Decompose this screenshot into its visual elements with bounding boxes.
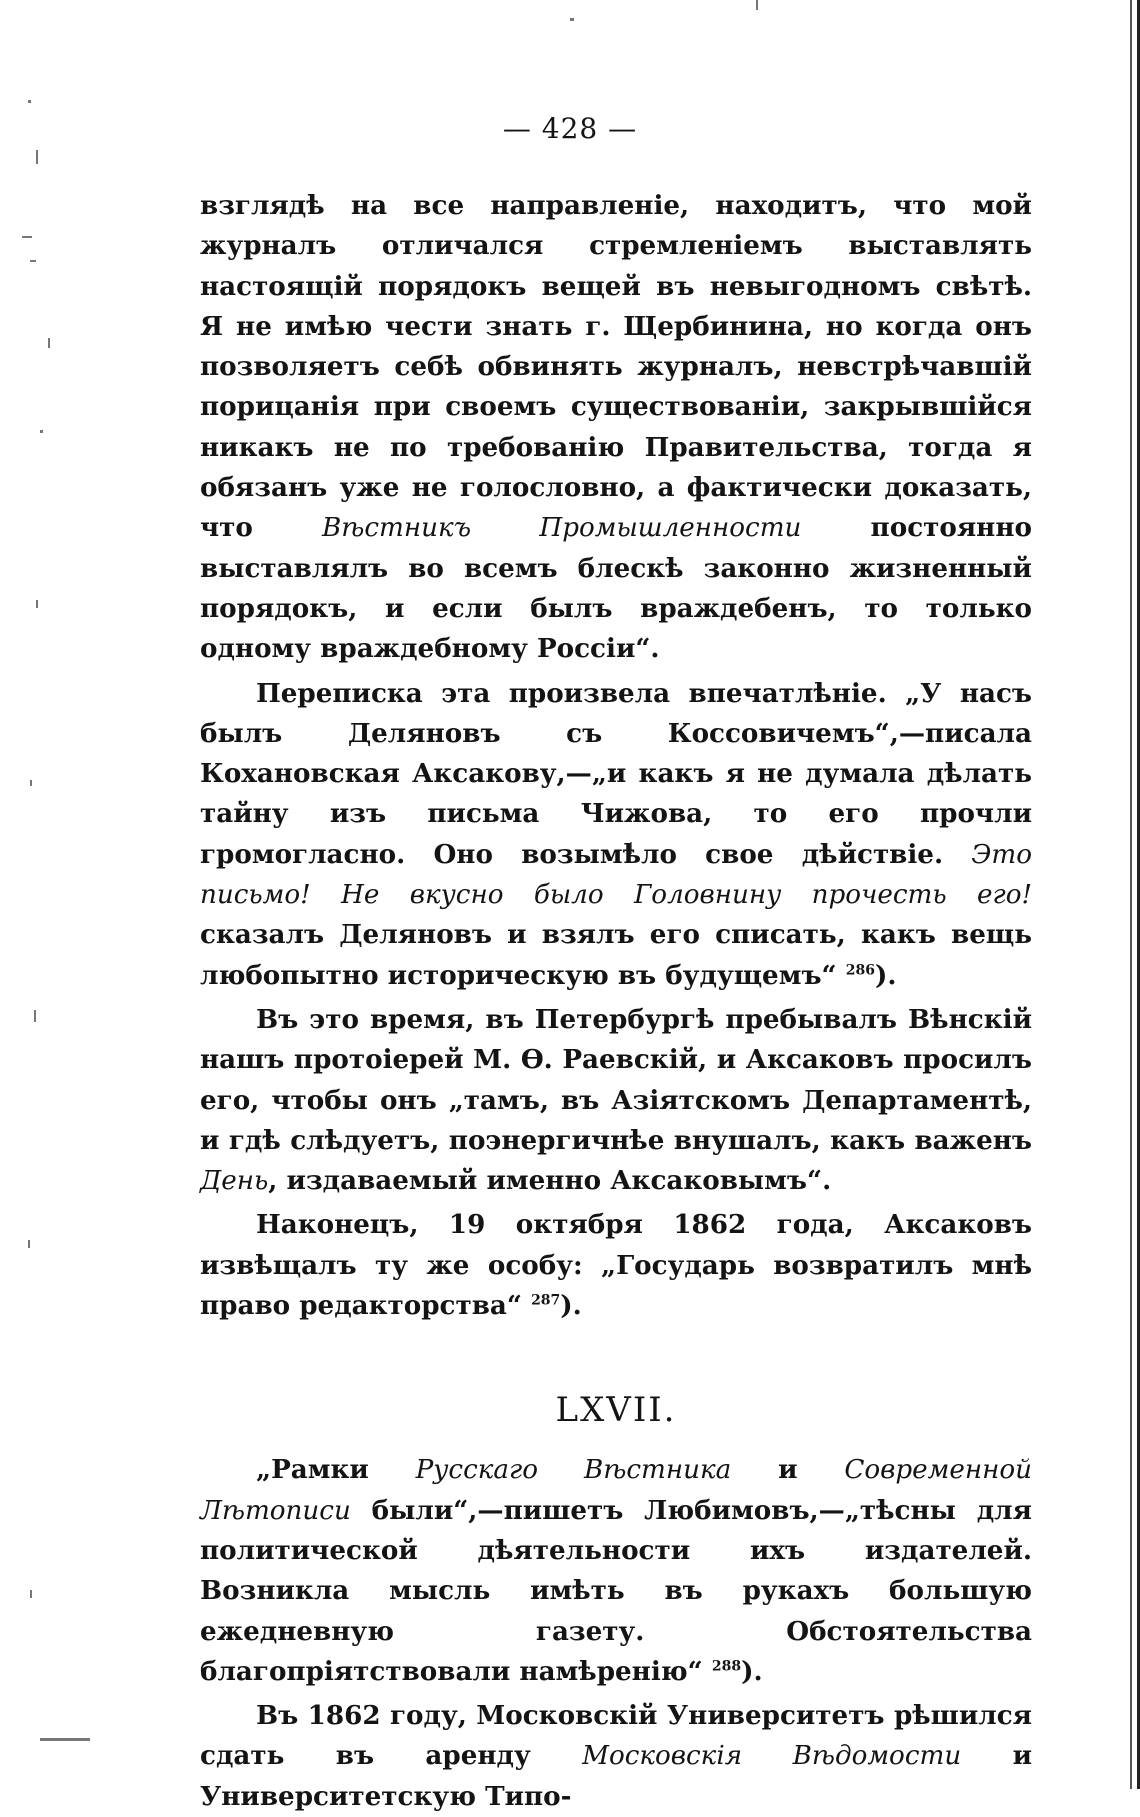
text-run: ). xyxy=(560,1290,582,1322)
text-run: Въ это время, въ Петербургѣ пребывалъ Вѣнскій нашъ протоіерей М. Ѳ. Раевскій, и Аксаковъ просилъ его, чтобы онъ „тамъ, въ Азіятскомъ Департаментѣ, и гдѣ слѣдуетъ, поэнергичнѣе внушалъ, какъ важенъ xyxy=(200,1003,1032,1156)
text-run: постоянно выставлялъ во всемъ блескѣ законно жизненный порядокъ, и если былъ враждебенъ, то только одному враждебному Россіи“. xyxy=(200,512,1032,665)
text-run: были“,—пишетъ Любимовъ,—„тѣсны для политической дѣятельности ихъ издателей. Возникла мысль имѣть въ рукахъ большую ежедневную газету. Обстоятельства благопріятствовали намѣренію“ xyxy=(200,1494,1032,1687)
text-run: сказалъ Деляновъ и взялъ его списать, какъ вещь любопытно историческую въ будущемъ“ xyxy=(200,919,1032,991)
italic-title: Это письмо! Не вкусно было Головнину прочесть его! xyxy=(200,839,1032,911)
footnote-ref: 286 xyxy=(845,961,875,978)
text-run: и xyxy=(731,1454,845,1486)
italic-title: Русскаго Вѣстника xyxy=(415,1455,732,1486)
text-run: Переписка эта произвела впечатлѣніе. „У насъ былъ Деляновъ съ Коссовичемъ“,—писала Кохановская Аксакову,—„и какъ я не думала дѣлать тайну изъ письма Чижова, то его прочли громогласно. Оно возымѣло свое дѣйствіе. xyxy=(200,677,1032,870)
italic-title: Современной Лѣтописи xyxy=(200,1455,1032,1526)
footnote-ref: 287 xyxy=(531,1292,561,1309)
paragraph-group-main xyxy=(200,186,1032,1326)
text-run: ). xyxy=(874,959,897,991)
paragraph xyxy=(200,1696,1032,1817)
page-number: — 428 — xyxy=(502,112,638,145)
italic-title: День xyxy=(200,1166,269,1197)
paragraph xyxy=(200,1205,1032,1326)
text-run: взглядѣ на все направленіе, находитъ, что мой журналъ отличался стремленіемъ выставлять настоящій порядокъ вещей въ невыгодномъ свѣтѣ. Я не имѣю чести знать г. Щербинина, но когда онъ позволяетъ себѣ обвинять журналъ, невстрѣчавшій порицанія при своемъ существованіи, закрывшійся никакъ не по требованію Правительства, тогда я обязанъ уже не голословно, а фактически доказать, что xyxy=(200,190,1032,544)
text-run: „Рамки xyxy=(256,1454,416,1486)
text-run: Въ 1862 году, Московскій Университетъ рѣшился сдать въ аренду xyxy=(200,1700,1032,1772)
paragraph xyxy=(200,1450,1032,1692)
text-run: Наконецъ, 19 октября 1862 года, Аксаковъ извѣщалъ ту же особу: „Государь возвратилъ мнѣ право редакторства“ xyxy=(200,1209,1032,1322)
page-edge-shadow xyxy=(1130,0,1132,1789)
text-run: , издаваемый именно Аксаковымъ“. xyxy=(268,1165,832,1197)
paragraph xyxy=(200,186,1032,670)
footnote-ref: 288 xyxy=(711,1658,742,1675)
paragraph xyxy=(200,1000,1032,1201)
paragraph-group-section xyxy=(200,1450,1032,1817)
italic-title: Московскія Вѣдомости xyxy=(582,1741,962,1772)
italic-title: Вѣстникъ Промышленности xyxy=(322,513,802,544)
text-run: и Университетскую Типо- xyxy=(200,1740,1032,1812)
section-heading: LXVII. xyxy=(555,1390,677,1431)
paragraph xyxy=(200,674,1032,996)
body-text xyxy=(200,186,1032,1817)
text-run: ). xyxy=(741,1655,763,1687)
